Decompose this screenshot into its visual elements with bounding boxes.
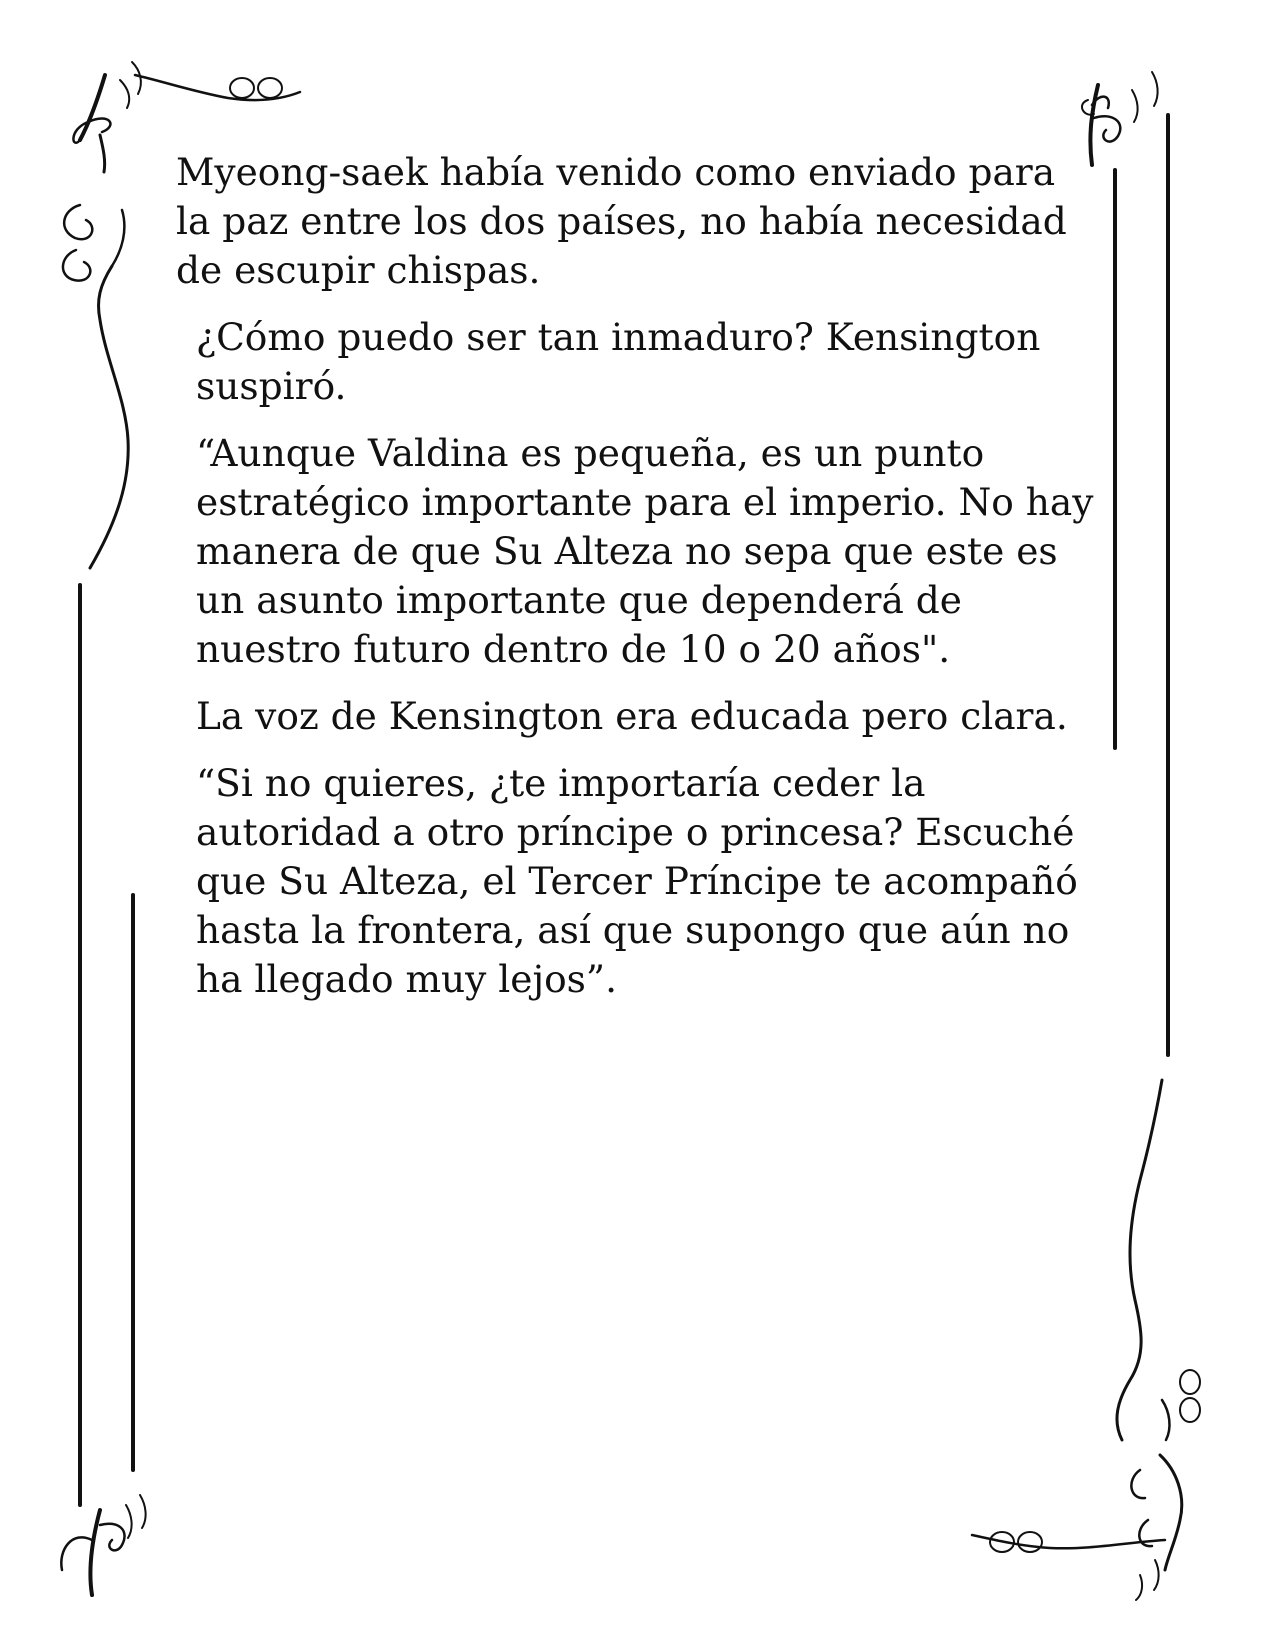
paragraph-4: La voz de Kensington era educada pero clara.: [196, 694, 1068, 738]
paragraph-5: “Si no quieres, ¿te importaría ceder la autoridad a otro príncipe o princesa? Escuché que Su Alteza, el Tercer Príncipe te acompañó hasta la frontera, así que supongo que aún no ha llegado muy lejos”.: [196, 761, 1078, 1001]
bottom-right-flourish-icon: [972, 1080, 1200, 1600]
story-text: [176, 148, 1101, 1022]
paragraph-2: ¿Cómo puedo ser tan inmaduro? Kensington suspiró.: [196, 315, 1041, 408]
paragraph-3: “Aunque Valdina es pequeña, es un punto estratégico importante para el imperio. No hay manera de que Su Alteza no sepa que este es un asunto importante que dependerá de nuestro futuro dentro de 10 o 20 años".: [196, 431, 1094, 671]
bottom-left-flourish-icon: [61, 1495, 145, 1595]
paragraph-1: Myeong-saek había venido como enviado para la paz entre los dos países, no había necesidad de escupir chispas.: [176, 150, 1067, 292]
